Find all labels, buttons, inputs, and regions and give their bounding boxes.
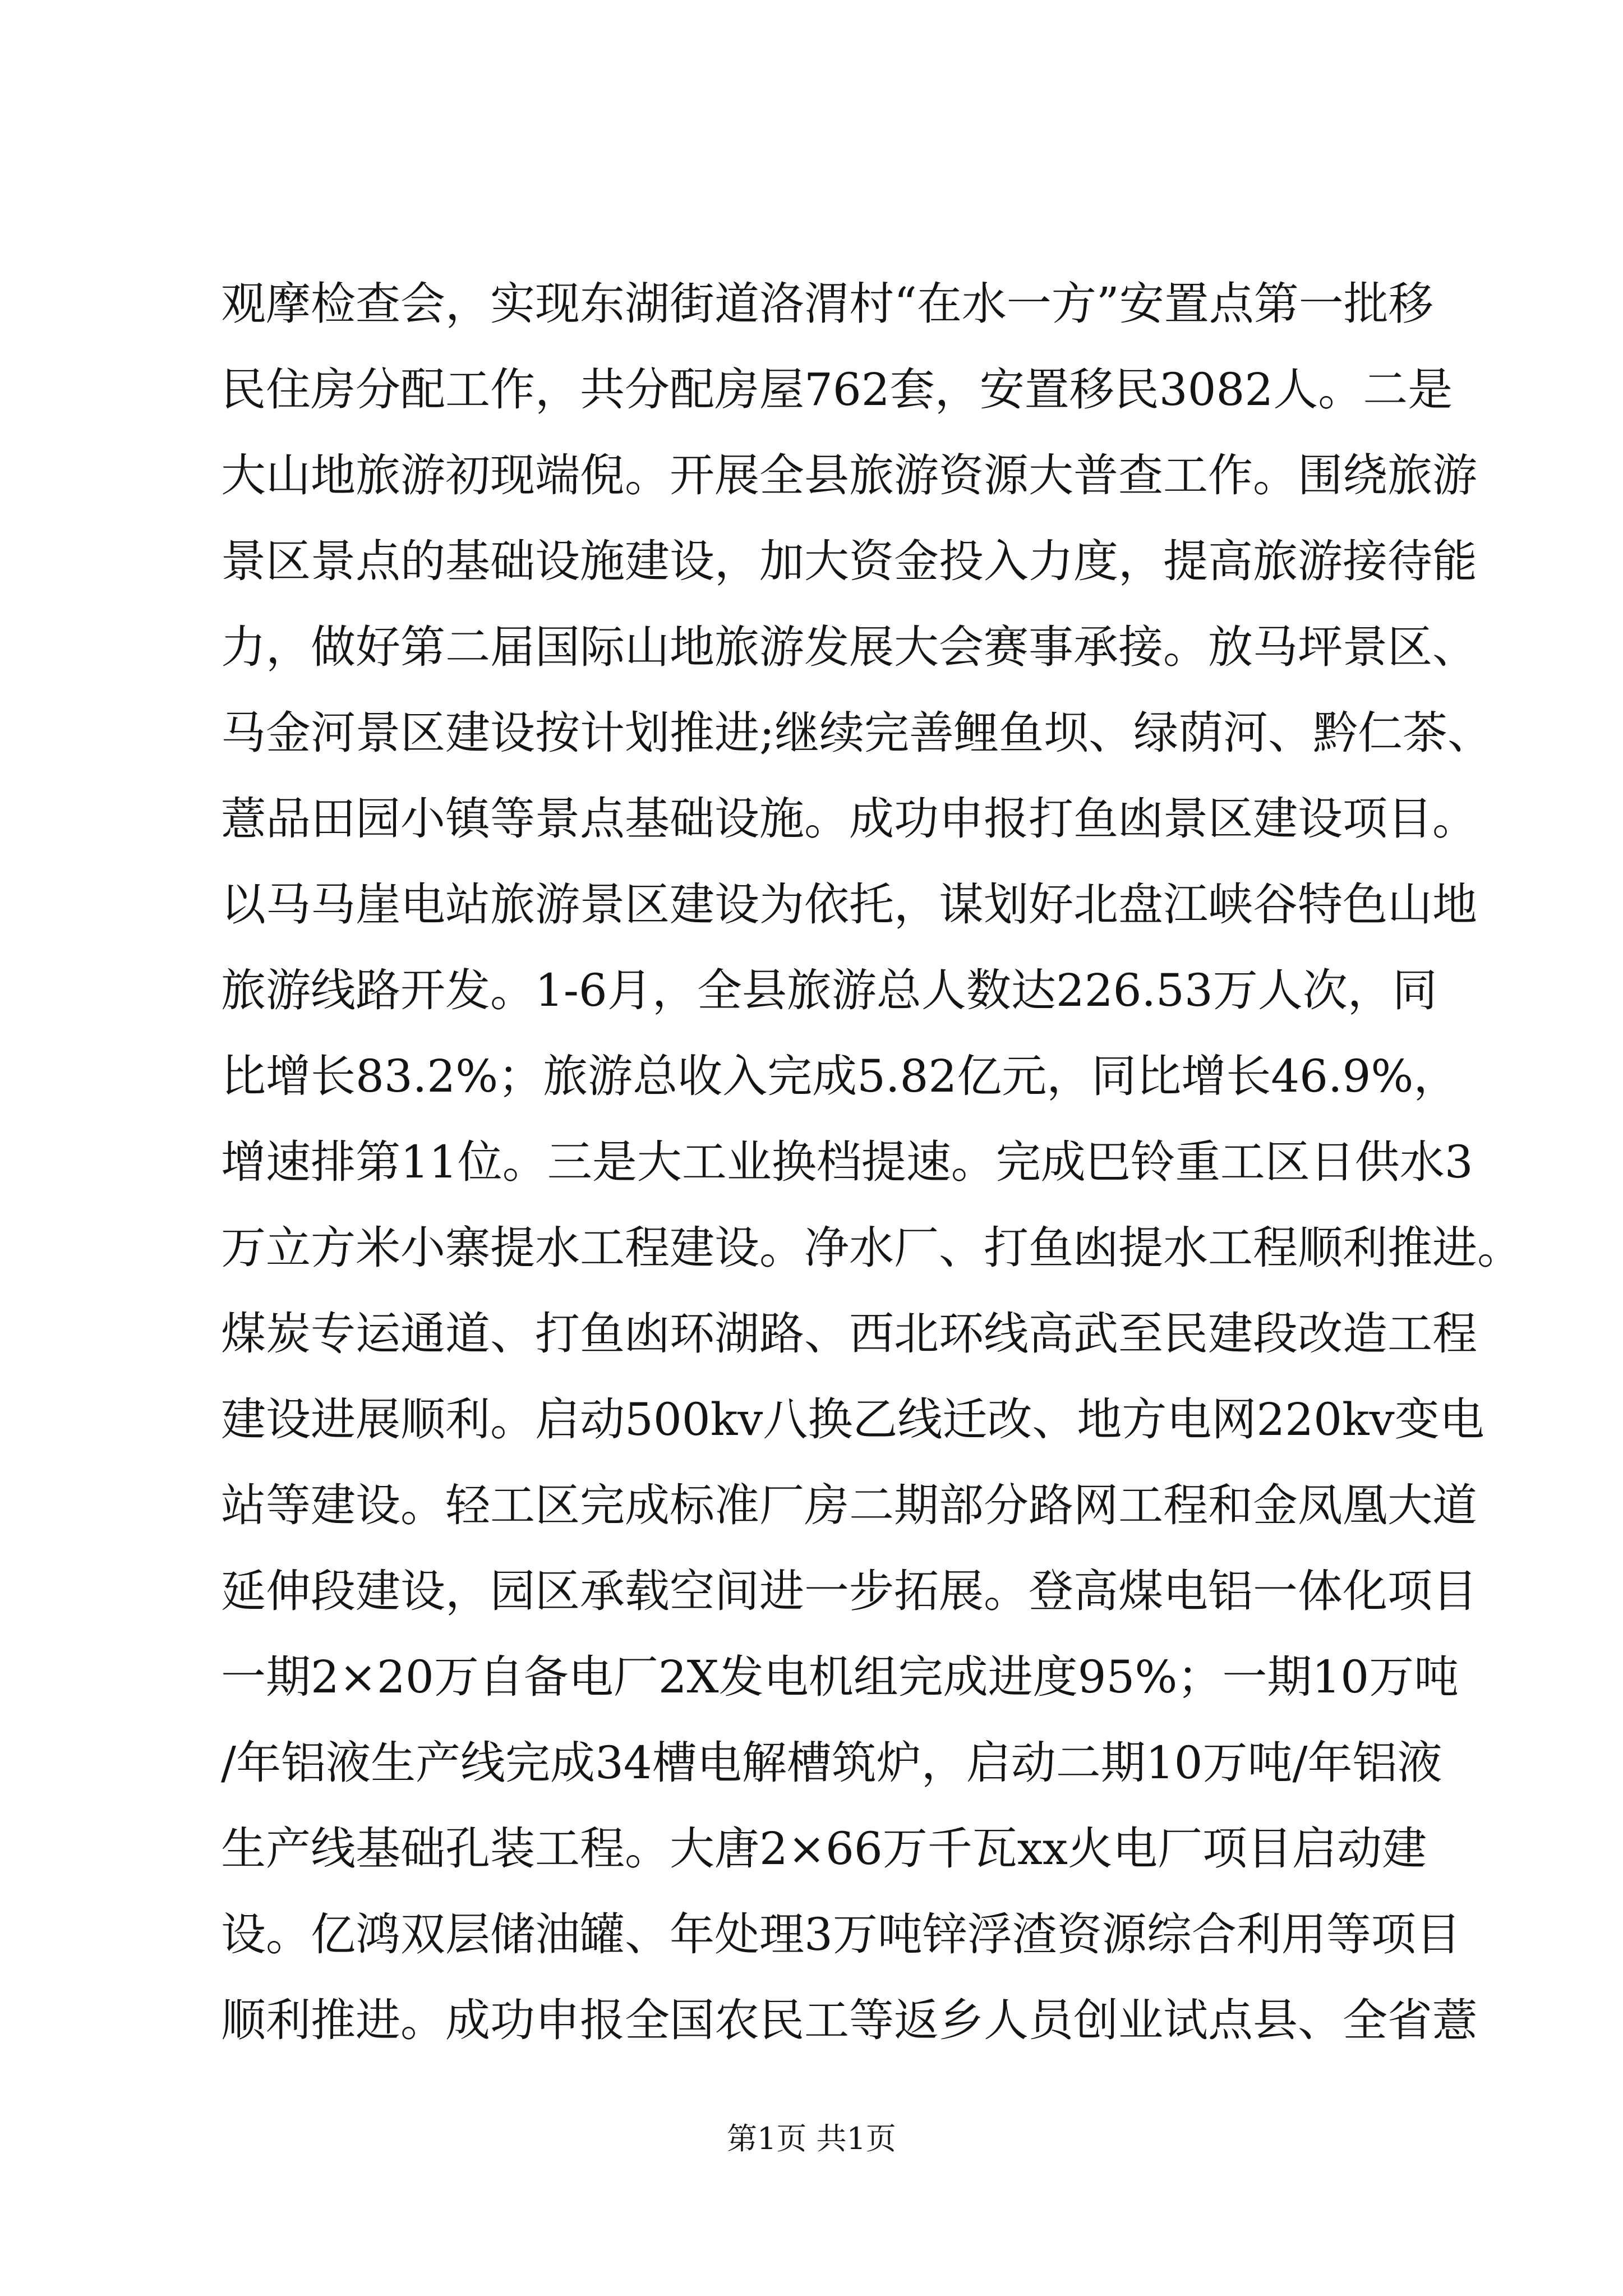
page-footer	[0, 2115, 1623, 2158]
text-line: 民住房分配工作，共分配房屋762套，安置移民3082人。二是	[221, 364, 1453, 416]
page-number-label: 第1页 共1页	[727, 2121, 896, 2156]
text-line: 马金河景区建设按计划推进;继续完善鲤鱼坝、绿荫河、黔仁茶、	[221, 707, 1492, 759]
text-line: 建设进展顺利。启动500kv八换乙线迁改、地方电网220kv变电	[221, 1393, 1484, 1446]
text-line: 以马马崖电站旅游景区建设为依托，谋划好北盘江峡谷特色山地	[221, 878, 1477, 931]
text-line: 比增长83.2%；旅游总收入完成5.82亿元，同比增长46.9%，	[221, 1050, 1459, 1102]
text-line: 薏品田园小镇等景点基础设施。成功申报打鱼凼景区建设项目。	[221, 793, 1477, 845]
text-line: 设。亿鸿双层储油罐、年处理3万吨锌浮渣资源综合利用等项目	[221, 1908, 1461, 1961]
text-line: 旅游线路开发。1-6月，全县旅游总人数达226.53万人次，同	[221, 964, 1437, 1016]
text-line: 万立方米小寨提水工程建设。净水厂、打鱼凼提水工程顺利推进。	[221, 1222, 1522, 1274]
text-line: /年铝液生产线完成34槽电解槽筑炉，启动二期10万吨/年铝液	[221, 1737, 1442, 1789]
text-line: 力，做好第二届国际山地旅游发展大会赛事承接。放马坪景区、	[221, 621, 1477, 673]
text-line: 增速排第11位。三是大工业换档提速。完成巴铃重工区日供水3	[221, 1136, 1473, 1188]
text-line: 延伸段建设，园区承载空间进一步拓展。登高煤电铝一体化项目	[221, 1565, 1477, 1617]
body-paragraph	[221, 261, 1522, 2063]
text-line: 生产线基础孔装工程。大唐2×66万千瓦xx火电厂项目启动建	[221, 1823, 1427, 1875]
text-line: 一期2×20万自备电厂2X发电机组完成进度95%；一期10万吨	[221, 1651, 1459, 1703]
text-line: 煤炭专运通道、打鱼凼环湖路、西北环线高武至民建段改造工程	[221, 1308, 1477, 1360]
text-line: 景区景点的基础设施建设，加大资金投入力度，提高旅游接待能	[221, 535, 1477, 587]
text-line: 观摩检查会，实现东湖街道洛渭村“在水一方”安置点第一批移	[221, 278, 1433, 330]
text-line: 站等建设。轻工区完成标准厂房二期部分路网工程和金凤凰大道	[221, 1479, 1477, 1531]
text-line: 顺利推进。成功申报全国农民工等返乡人员创业试点县、全省薏	[221, 1994, 1477, 2046]
text-line: 大山地旅游初现端倪。开展全县旅游资源大普查工作。围绕旅游	[221, 449, 1477, 501]
